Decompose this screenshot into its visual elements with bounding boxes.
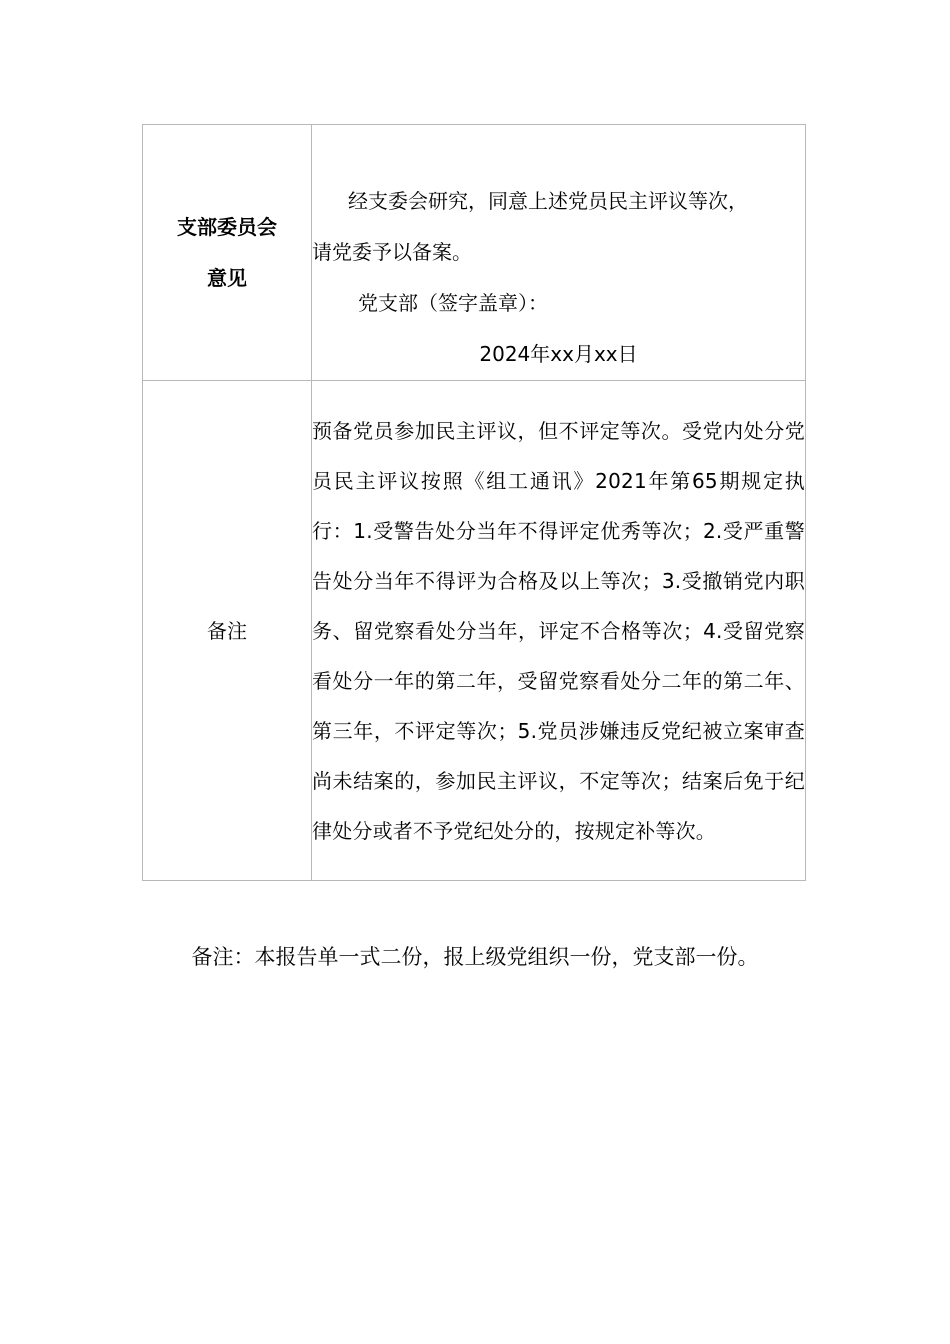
remark-row — [143, 381, 806, 881]
remark-label: 备注 — [207, 618, 247, 643]
committee-label-line2: 意见 — [207, 265, 247, 290]
footnote: 备注：本报告单一式二份，报上级党组织一份，党支部一份。 — [191, 945, 759, 969]
committee-label-line1: 支部委员会 — [177, 214, 277, 239]
report-table — [142, 124, 806, 881]
committee-opinion-row — [143, 125, 806, 381]
committee-label-cell — [143, 125, 312, 381]
committee-opinion-cell — [312, 125, 806, 381]
remark-text-cell — [312, 381, 806, 881]
signature-line: 党支部（签字盖章）： — [358, 290, 548, 315]
opinion-line2: 请党委予以备案。 — [312, 239, 472, 264]
remark-label-cell — [143, 381, 312, 881]
remark-text: 预备党员参加民主评议，但不评定等次。受党内处分党员民主评议按照《组工通讯》2021年第65期规定执行：1.受警告处分当年不得评定优秀等次；2.受严重警告处分当年不得评为合格及以上等次；3.受撤销党内职务、留党察看处分当年，评定不合格等次；4.受留党察看处分一年的第二年，受留党察看处分二年的第二年、第三年，不评定等次；5.党员涉嫌违反党纪被立案审查尚未结案的，参加民主评议，不定等次；结案后免于纪律处分或者不予党纪处分的，按规定补等次。 — [312, 418, 805, 843]
opinion-line1: 经支委会研究，同意上述党员民主评议等次， — [348, 188, 748, 213]
date-line: 2024年xx月xx日 — [479, 341, 638, 366]
